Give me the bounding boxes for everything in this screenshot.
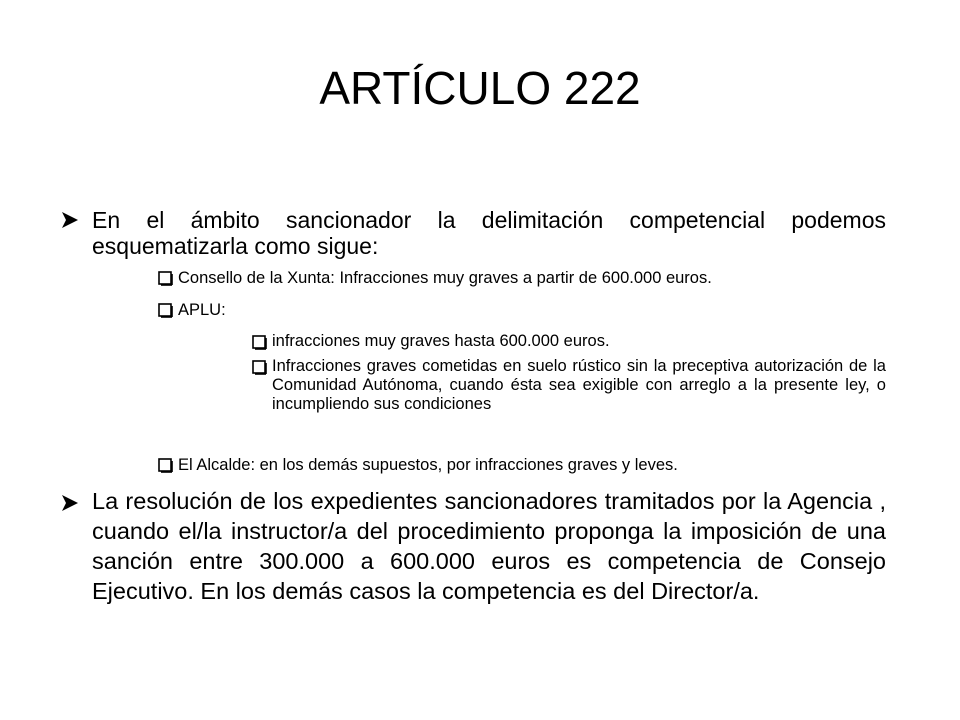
checkbox-bullet-icon: [252, 360, 267, 380]
checkbox-bullet-icon: [158, 458, 173, 478]
subbullet-text: El Alcalde: en los demás supuestos, por infracciones graves y leves.: [178, 456, 678, 474]
arrowhead-bullet-icon: [60, 490, 80, 520]
subsubbullet-text: infracciones muy graves hasta 600.000 euros.: [272, 332, 610, 350]
checkbox-bullet-icon: [158, 303, 173, 323]
bullet-text: La resolución de los expedientes sancionadores tramitados por la Agencia , cuando el/la instructor/a del procedimiento proponga la imposición de una sanción entre 300.000 a 600.000 euros es competencia de Consejo Ejecutivo. En los demás casos la competencia es del Director/a.: [92, 488, 886, 604]
subsubbullet-muy-graves: [252, 332, 886, 351]
bullet-delimitacion: [60, 207, 886, 259]
checkbox-bullet-icon: [158, 271, 173, 291]
slide-title: ARTÍCULO 222: [319, 62, 641, 114]
subbullet-aplu: [158, 300, 886, 320]
bullet-resolucion: [60, 486, 886, 606]
subsubbullet-text: Infracciones graves cometidas en suelo rústico sin la preceptiva autorización de la Comunidad Autónoma, cuando ésta sea exigible con arreglo a la presente ley, o incumpliendo sus condiciones: [272, 357, 886, 413]
subsubbullet-graves-rustico: [252, 357, 886, 414]
subbullet-alcalde: [158, 455, 886, 475]
subbullet-consello: [158, 268, 886, 288]
bullet-text: En el ámbito sancionador la delimitación competencial podemos esquematizarla como sigue:: [92, 207, 886, 259]
subbullet-text: Consello de la Xunta: Infracciones muy graves a partir de 600.000 euros.: [178, 269, 712, 287]
checkbox-bullet-icon: [252, 335, 267, 355]
arrowhead-bullet-icon: [60, 209, 80, 235]
subbullet-text: APLU:: [178, 301, 226, 319]
